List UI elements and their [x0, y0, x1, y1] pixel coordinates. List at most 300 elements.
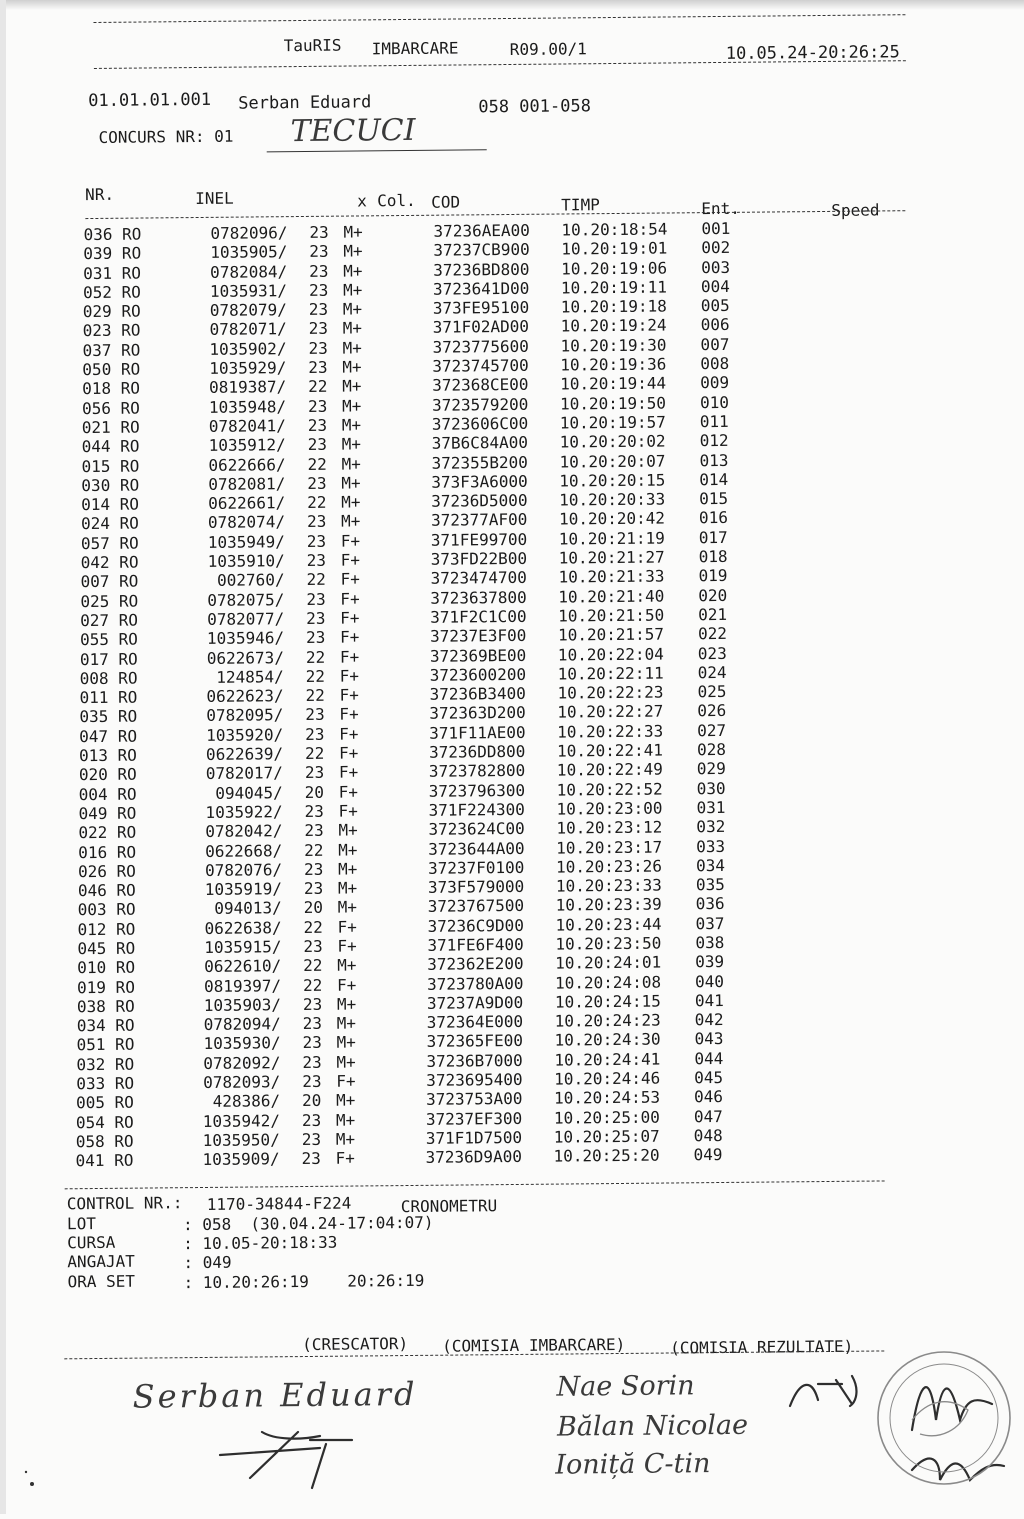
row-code: 37236BD800	[433, 259, 530, 280]
row-ring: 0622639/	[205, 744, 284, 764]
row-nr: 039 RO	[83, 243, 142, 264]
row-year: 23	[307, 435, 328, 455]
row-entry: 037	[695, 913, 725, 933]
row-time: 10.20:19:06	[561, 258, 668, 279]
row-nr: 012 RO	[77, 919, 136, 939]
row-ring: 0782084/	[210, 261, 288, 282]
row-ring: 1035922/	[205, 802, 283, 822]
row-ring: 0782096/	[210, 223, 288, 243]
row-year: 23	[308, 280, 329, 300]
row-time: 10.20:21:33	[558, 566, 665, 587]
row-nr: 058 RO	[75, 1131, 134, 1152]
row-year: 22	[305, 685, 325, 706]
row-time: 10.20:23:26	[555, 856, 663, 877]
row-time: 10.20:19:30	[560, 335, 667, 356]
row-entry: 045	[694, 1068, 724, 1088]
row-nr: 038 RO	[76, 996, 135, 1017]
row-ring: 1035920/	[206, 724, 284, 745]
row-entry: 043	[694, 1029, 724, 1049]
row-entry: 012	[699, 431, 729, 451]
row-code: 3723644A00	[428, 838, 525, 859]
row-sex: F+	[339, 666, 360, 686]
row-ring: 1035903/	[203, 995, 282, 1015]
row-code: 373F579000	[427, 876, 525, 897]
row-year: 23	[303, 859, 324, 879]
col-header-nr: NR.	[85, 184, 115, 205]
row-ring: 1035902/	[209, 338, 287, 359]
row-sex: F+	[340, 550, 361, 570]
row-sex: F+	[336, 975, 357, 995]
row-year: 23	[306, 608, 326, 628]
row-entry: 030	[696, 778, 726, 798]
row-entry: 023	[697, 643, 727, 663]
row-time: 10.20:22:23	[557, 682, 664, 703]
row-nr: 015 RO	[81, 456, 140, 476]
row-nr: 008 RO	[79, 668, 138, 688]
row-nr: 003 RO	[77, 900, 136, 920]
row-nr: 057 RO	[80, 533, 139, 553]
row-entry: 018	[698, 546, 728, 567]
row-code: 372377AF00	[430, 510, 528, 531]
row-sex: M+	[343, 222, 363, 242]
row-sex: F+	[340, 608, 360, 628]
row-ring: 0782079/	[209, 300, 287, 321]
row-sex: M+	[337, 955, 357, 975]
row-sex: F+	[340, 531, 361, 551]
row-sex: M+	[337, 897, 358, 918]
row-year: 22	[303, 956, 323, 976]
row-code: 372363D200	[429, 703, 526, 724]
row-entry: 006	[700, 315, 730, 335]
row-year: 22	[306, 570, 326, 590]
row-entry: 034	[695, 855, 726, 876]
row-code: 371F224300	[428, 799, 525, 820]
row-time: 10.20:25:07	[553, 1126, 660, 1147]
row-entry: 015	[699, 489, 729, 509]
row-sex: F+	[339, 704, 359, 725]
row-nr: 027 RO	[80, 610, 139, 631]
row-code: 37236D9A00	[425, 1147, 523, 1168]
handwritten-crescator-name: Serban Eduard	[132, 1374, 418, 1416]
row-entry: 048	[693, 1125, 723, 1146]
row-nr: 011 RO	[79, 687, 138, 708]
row-nr: 044 RO	[81, 436, 140, 457]
row-nr: 032 RO	[76, 1054, 135, 1074]
owner-code: 01.01.01.001	[88, 89, 212, 112]
row-sex: M+	[340, 511, 361, 532]
row-sex: M+	[341, 415, 362, 435]
row-time: 10.20:23:50	[555, 933, 662, 954]
row-entry: 019	[698, 566, 728, 586]
row-year: 23	[306, 589, 326, 609]
row-time: 10.20:21:27	[558, 547, 665, 568]
row-ring: 0782042/	[205, 821, 283, 842]
row-year: 23	[304, 763, 325, 783]
angajat-label: ANGAJAT	[67, 1251, 135, 1272]
contest-place-handwritten: TECUCI	[290, 112, 416, 150]
row-ring: 0622638/	[204, 917, 282, 938]
row-time: 10.20:20:33	[559, 489, 666, 510]
row-nr: 045 RO	[77, 938, 136, 959]
row-year: 23	[306, 512, 327, 532]
row-nr: 018 RO	[82, 378, 141, 399]
row-year: 23	[303, 878, 324, 899]
row-nr: 013 RO	[78, 745, 137, 766]
row-sex: F+	[340, 569, 360, 589]
row-time: 10.20:19:36	[560, 354, 667, 375]
row-ring: 094013/	[214, 898, 282, 919]
row-year: 20	[301, 1091, 322, 1111]
row-time: 10.20:22:49	[556, 759, 663, 780]
row-code: 3723753A00	[425, 1089, 523, 1110]
row-sex: M+	[338, 820, 358, 840]
row-year: 22	[302, 975, 323, 995]
round-stamp	[878, 1352, 1010, 1484]
row-entry: 036	[695, 894, 725, 914]
row-time: 10.20:22:52	[556, 779, 663, 800]
row-ring: 1035909/	[202, 1149, 280, 1170]
row-time: 10.20:21:57	[557, 624, 665, 645]
row-code: 371F2C1C00	[430, 606, 527, 627]
owner-name: Serban Eduard	[238, 92, 372, 114]
row-sex: F+	[337, 917, 357, 937]
row-ring: 1035915/	[204, 937, 282, 957]
row-time: 10.20:19:11	[560, 277, 668, 298]
row-entry: 008	[700, 353, 730, 374]
row-sex: M+	[341, 396, 362, 416]
row-year: 23	[305, 724, 325, 744]
header-mode: IMBARCARE	[371, 38, 459, 59]
row-code: 37237CB900	[433, 240, 530, 261]
row-sex: M+	[341, 434, 362, 454]
control-value: 1170-34844-F224	[206, 1193, 352, 1214]
row-entry: 044	[694, 1048, 724, 1069]
row-ring: 002760/	[217, 570, 285, 591]
row-entry: 007	[700, 334, 730, 354]
row-nr: 021 RO	[81, 417, 140, 438]
row-ring: 1035929/	[209, 358, 287, 378]
row-code: 373FD22B00	[430, 548, 528, 569]
row-sex: M+	[336, 994, 357, 1014]
row-nr: 035 RO	[79, 707, 138, 727]
row-year: 23	[303, 936, 323, 956]
row-nr: 016 RO	[78, 842, 137, 862]
row-year: 22	[305, 647, 326, 667]
row-time: 10.20:23:12	[556, 817, 663, 838]
row-sex: M+	[342, 299, 363, 319]
col-header-inel: INEL	[195, 188, 234, 209]
row-entry: 041	[694, 990, 724, 1011]
row-ring: 1035948/	[208, 396, 287, 417]
row-time: 10.20:22:27	[557, 701, 664, 722]
row-entry: 014	[699, 469, 729, 490]
row-ring: 1035931/	[209, 281, 288, 301]
row-year: 22	[307, 454, 327, 474]
row-entry: 005	[700, 296, 730, 316]
row-nr: 005 RO	[76, 1093, 134, 1113]
row-sex: M+	[341, 473, 361, 493]
row-year: 23	[308, 299, 329, 320]
row-time: 10.20:24:46	[554, 1068, 661, 1089]
row-entry: 013	[699, 450, 729, 470]
row-nr: 020 RO	[78, 764, 137, 785]
cursa-value: : 10.05-20:18:33	[183, 1232, 338, 1254]
row-ring: 124854/	[216, 667, 284, 687]
row-nr: 050 RO	[82, 359, 141, 380]
row-time: 10.20:24:53	[553, 1087, 661, 1108]
row-time: 10.20:22:11	[557, 663, 664, 684]
col-header-ent: Ent.	[701, 198, 740, 219]
row-code: 372364E000	[426, 1012, 524, 1033]
row-code: 3723606C00	[431, 413, 529, 434]
header-system: TauRIS	[283, 35, 342, 56]
row-code: 3723624C00	[428, 819, 525, 840]
row-entry: 049	[693, 1145, 723, 1165]
row-time: 10.20:25:00	[553, 1107, 660, 1128]
row-year: 20	[304, 782, 325, 802]
row-nr: 014 RO	[81, 494, 140, 515]
sig-label-crescator: (CRESCATOR)	[302, 1334, 409, 1355]
row-nr: 041 RO	[75, 1150, 134, 1171]
row-time: 10.20:22:41	[556, 740, 664, 761]
row-nr: 019 RO	[77, 977, 135, 997]
row-nr: 022 RO	[78, 822, 137, 843]
row-year: 23	[307, 396, 328, 416]
row-entry: 010	[699, 392, 730, 412]
row-sex: M+	[341, 492, 361, 512]
lot-label: LOT	[66, 1214, 97, 1234]
row-entry: 039	[695, 952, 725, 972]
row-entry: 046	[693, 1087, 724, 1107]
row-sex: F+	[338, 762, 359, 782]
row-code: 371F02AD00	[432, 317, 530, 338]
row-year: 22	[305, 666, 326, 686]
sig-label-comisia-imbarcare: (COMISIA IMBARCARE)	[442, 1334, 626, 1356]
row-nr: 026 RO	[77, 861, 136, 881]
row-entry: 016	[698, 508, 729, 528]
row-year: 23	[301, 1149, 321, 1169]
row-code: 3723600200	[429, 664, 527, 685]
header-datetime: 10.05.24-20:26:25	[725, 42, 900, 64]
row-nr: 047 RO	[79, 726, 138, 746]
row-nr: 029 RO	[82, 301, 141, 322]
row-year: 22	[304, 840, 324, 860]
row-time: 10.20:23:39	[555, 894, 662, 915]
row-sex: M+	[335, 1090, 356, 1111]
row-nr: 017 RO	[79, 649, 138, 669]
row-time: 10.20:23:17	[556, 837, 663, 858]
row-code: 372355B200	[431, 452, 528, 473]
row-entry: 026	[697, 701, 727, 721]
row-code: 37236B7000	[426, 1050, 523, 1071]
row-code: 372365FE00	[426, 1031, 524, 1052]
row-year: 23	[301, 1129, 322, 1149]
row-year: 23	[305, 628, 326, 648]
row-code: 3723695400	[426, 1069, 523, 1090]
row-sex: F+	[335, 1148, 355, 1168]
row-code: 37237EF300	[425, 1108, 523, 1129]
row-year: 23	[302, 1071, 322, 1092]
row-time: 10.20:24:15	[554, 991, 661, 1012]
row-ring: 0782077/	[207, 609, 285, 629]
row-nr: 055 RO	[79, 629, 138, 650]
row-nr: 023 RO	[82, 321, 141, 341]
row-time: 10.20:24:30	[554, 1030, 661, 1051]
ora-set-label: ORA SET	[67, 1271, 136, 1292]
handwritten-commission-line3: Ioniță C-tin	[555, 1448, 711, 1481]
handwritten-commission-line2: Bălan Nicolae	[556, 1409, 749, 1443]
row-nr: 051 RO	[76, 1035, 135, 1055]
row-sex: M+	[335, 1129, 356, 1149]
row-code: 3723579200	[431, 394, 529, 415]
row-entry: 031	[696, 797, 726, 818]
row-sex: M+	[336, 1052, 356, 1072]
row-entry: 002	[701, 238, 731, 258]
row-year: 22	[304, 743, 325, 764]
row-sex: M+	[343, 261, 363, 281]
row-time: 10.20:19:44	[560, 373, 667, 394]
row-code: 372362E200	[427, 954, 524, 975]
row-code: 37236C9D00	[427, 915, 524, 936]
row-sex: F+	[338, 782, 359, 802]
row-nr: 024 RO	[80, 514, 139, 534]
row-entry: 040	[694, 971, 725, 991]
row-nr: 034 RO	[76, 1015, 135, 1036]
row-ring: 1035942/	[202, 1110, 281, 1131]
row-ring: 0782092/	[203, 1053, 281, 1073]
row-sex: M+	[335, 1110, 356, 1130]
row-sex: F+	[339, 724, 359, 744]
row-entry: 035	[695, 875, 725, 895]
row-sex: F+	[337, 936, 357, 956]
row-code: 371FE6F400	[427, 934, 524, 955]
row-entry: 003	[701, 257, 731, 277]
row-year: 23	[307, 415, 328, 435]
row-time: 10.20:19:01	[561, 238, 668, 259]
row-time: 10.20:24:01	[555, 952, 662, 973]
row-ring: 0782094/	[203, 1014, 281, 1035]
row-entry: 004	[700, 276, 730, 297]
row-sex: F+	[338, 743, 359, 763]
row-year: 22	[303, 917, 323, 937]
row-ring: 0622661/	[208, 493, 286, 514]
row-nr: 046 RO	[77, 880, 136, 901]
row-time: 10.20:19:50	[559, 393, 667, 414]
row-ring: 0622610/	[204, 956, 282, 977]
cursa-label: CURSA	[67, 1232, 116, 1253]
row-nr: 031 RO	[83, 263, 142, 283]
row-code: 371F1D7500	[425, 1127, 523, 1148]
row-year: 23	[305, 705, 325, 725]
row-time: 10.20:21:19	[558, 528, 665, 549]
row-year: 23	[304, 801, 324, 821]
row-entry: 022	[697, 624, 728, 644]
row-entry: 020	[698, 585, 728, 605]
row-time: 10.20:19:57	[559, 412, 666, 433]
row-ring: 0782041/	[208, 416, 286, 436]
row-nr: 030 RO	[81, 475, 140, 495]
row-sex: M+	[336, 1032, 356, 1053]
row-sex: M+	[336, 1013, 357, 1033]
row-ring: 1035949/	[207, 531, 285, 552]
row-nr: 036 RO	[83, 224, 142, 245]
row-ring: 1035912/	[208, 435, 286, 456]
row-sex: M+	[342, 376, 362, 396]
row-time: 10.20:19:24	[560, 315, 667, 336]
row-code: 3723637800	[430, 587, 527, 608]
sig-label-comisia-rezultate: (COMISIA REZULTATE)	[670, 1336, 854, 1358]
row-year: 23	[309, 222, 329, 242]
row-ring: 1035946/	[206, 628, 285, 649]
row-ring: 0819397/	[203, 975, 282, 996]
row-code: 371F11AE00	[429, 722, 526, 743]
row-year: 22	[307, 492, 327, 513]
row-year: 23	[302, 1033, 322, 1053]
col-header-speed: Speed	[831, 200, 880, 220]
row-ring: 0782071/	[209, 319, 287, 340]
header-version: R09.00/1	[509, 39, 587, 59]
row-code: 3723745700	[432, 355, 529, 376]
row-sex: F+	[339, 627, 360, 647]
row-time: 10.20:25:20	[553, 1145, 660, 1166]
row-sex: F+	[339, 646, 360, 667]
col-header-col: Col.	[377, 190, 416, 211]
row-time: 10.20:22:04	[557, 644, 664, 665]
row-time: 10.20:24:08	[554, 972, 662, 993]
row-code: 37236DD800	[428, 741, 526, 762]
row-code: 37237A9D00	[426, 992, 524, 1013]
row-time: 10.20:20:42	[558, 508, 666, 529]
row-entry: 025	[697, 682, 727, 702]
row-year: 20	[303, 898, 324, 918]
row-nr: 042 RO	[80, 552, 139, 573]
row-sex: M+	[342, 357, 362, 377]
row-code: 372368CE00	[432, 375, 529, 396]
row-ring: 0622668/	[205, 840, 283, 861]
row-entry: 029	[696, 759, 726, 779]
row-code: 371FE99700	[430, 529, 528, 550]
row-sex: M+	[337, 859, 358, 879]
row-sex: M+	[337, 878, 358, 898]
control-label: CONTROL NR.:	[66, 1193, 183, 1214]
row-sex: F+	[340, 589, 360, 609]
row-ring: 0782074/	[207, 512, 286, 533]
row-code: 37237F0100	[427, 857, 525, 878]
row-code: 3723474700	[430, 568, 527, 589]
row-entry: 024	[697, 662, 727, 683]
col-header-timp: TIMP	[561, 195, 600, 215]
row-ring: 1035930/	[203, 1033, 281, 1054]
row-sex: F+	[336, 1071, 356, 1091]
row-code: 3723775600	[432, 336, 529, 357]
row-code: 3723780A00	[426, 973, 524, 994]
row-sex: F+	[339, 685, 359, 705]
row-year: 23	[302, 994, 323, 1014]
row-nr: 007 RO	[80, 571, 139, 592]
row-sex: M+	[342, 318, 363, 339]
row-code: 3723782800	[428, 761, 526, 782]
row-nr: 004 RO	[78, 784, 137, 804]
row-year: 22	[308, 377, 328, 397]
col-header-cod: COD	[431, 192, 461, 212]
row-code: 37236AEA00	[433, 220, 530, 241]
row-time: 10.20:20:02	[559, 431, 666, 452]
row-nr: 010 RO	[77, 957, 136, 978]
row-code: 3723767500	[427, 896, 525, 917]
row-ring: 094045/	[215, 782, 283, 803]
row-sex: M+	[342, 338, 362, 358]
row-time: 10.20:24:41	[554, 1049, 661, 1070]
